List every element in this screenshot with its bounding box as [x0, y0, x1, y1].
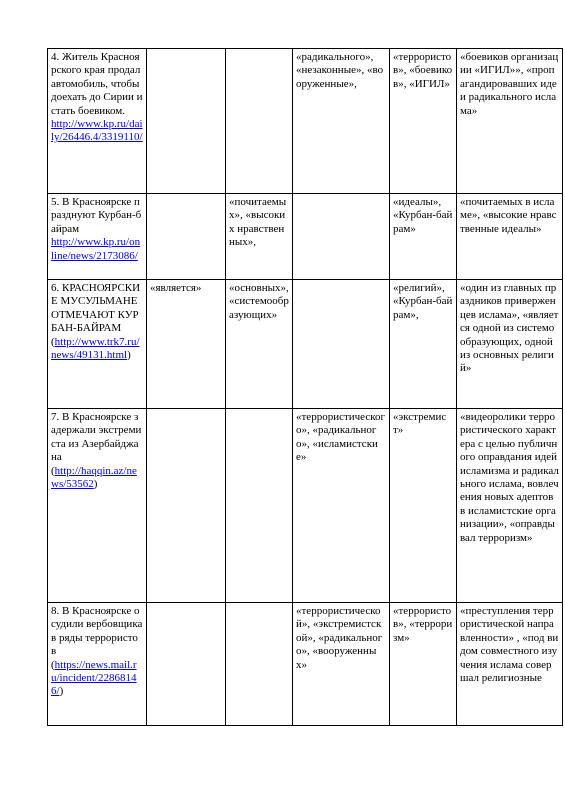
adjectives-negative-cell [293, 280, 390, 409]
table-row [48, 409, 563, 603]
article-title: 4. Житель Красноярского края продал автомобиль, чтобы доехать до Сирии и стать боевиком. [51, 51, 143, 117]
article-link[interactable]: http://www.kp.ru/online/news/2173086/ [51, 236, 141, 262]
verbs-cell [147, 409, 226, 603]
article-cell [48, 409, 147, 603]
nouns-cell: «идеалы», «Курбан-байрам» [390, 194, 457, 280]
adjectives-positive-cell [226, 409, 293, 603]
table-row [48, 194, 563, 280]
nouns-cell: «террористов», «терроризм» [390, 603, 457, 726]
article-cell [48, 194, 147, 280]
document-page [47, 48, 562, 726]
adjectives-positive-cell [226, 603, 293, 726]
article-link[interactable]: http://haqqin.az/news/53562 [51, 464, 137, 491]
article-link[interactable]: http://www.kp.ru/daily/26446.4/3319110/ [51, 118, 143, 144]
nouns-cell: «террористов», «боевиков», «ИГИЛ» [390, 49, 457, 194]
adjectives-negative-cell: «террористического», «радикального», «исламистские» [293, 409, 390, 603]
article-cell [48, 49, 147, 194]
close-paren: ) [93, 478, 98, 491]
article-title: 8. В Красноярске осудили вербовщика в ряды террористов [51, 605, 143, 658]
table-row [48, 49, 563, 194]
article-link[interactable]: http://www.trk7.ru/news/49131.html [51, 335, 140, 362]
article-title: 6. КРАСНОЯРСКИЕ МУСУЛЬМАНЕ ОТМЕЧАЮТ КУРБАН-БАЙРАМ [51, 282, 141, 335]
article-title: 5. В Красноярске празднуют Курбан-байрам [51, 196, 142, 235]
phrases-cell: «один из главных праздников приверженцев ислама», «является одной из системообразующих, одной из основных религий» [457, 280, 563, 409]
article-link[interactable]: https://news.mail.ru/incident/22868146/ [51, 658, 137, 698]
close-paren: ) [127, 349, 131, 362]
close-paren: ) [59, 685, 64, 698]
open-paren: ( [51, 464, 55, 477]
verbs-cell: «является» [147, 280, 226, 409]
adjectives-positive-cell: «почитаемых», «высоких нравственных», [226, 194, 293, 280]
adjectives-negative-cell [293, 194, 390, 280]
phrases-cell: «боевиков организации «ИГИЛ»», «пропагандировавших идеи радикального ислама» [457, 49, 563, 194]
nouns-cell: «религий», «Курбан-байрам», [390, 280, 457, 409]
article-cell [48, 603, 147, 726]
open-paren: ( [51, 335, 55, 348]
phrases-cell: «видеоролики террористического характера с целью публичного оправдания идей исламизма и радикального ислама, вовлечения новых адептов в исламистские организации», «оправдывал терроризм» [457, 409, 563, 603]
phrases-cell: «почитаемых в исламе», «высокие нравственные идеалы» [457, 194, 563, 280]
verbs-cell [147, 603, 226, 726]
adjectives-negative-cell: «радикального», «незаконные», «вооруженные», [293, 49, 390, 194]
adjectives-positive-cell: «основных», «системообразующих» [226, 280, 293, 409]
adjectives-negative-cell: «террористической», «экстремистской», «радикального», «вооруженных» [293, 603, 390, 726]
verbs-cell [147, 49, 226, 194]
article-cell [48, 280, 147, 409]
adjectives-positive-cell [226, 49, 293, 194]
table-row [48, 280, 563, 409]
nouns-cell: «экстремист» [390, 409, 457, 603]
article-title: 7. В Красноярске задержали экстремиста из Азербайджана [51, 411, 142, 464]
table-row [48, 603, 563, 726]
verbs-cell [147, 194, 226, 280]
open-paren: ( [51, 658, 55, 671]
phrases-cell: «преступления террористической направленности» , «под видом совместного изучения ислама совершал религиозные [457, 603, 563, 726]
analysis-table [47, 48, 563, 726]
